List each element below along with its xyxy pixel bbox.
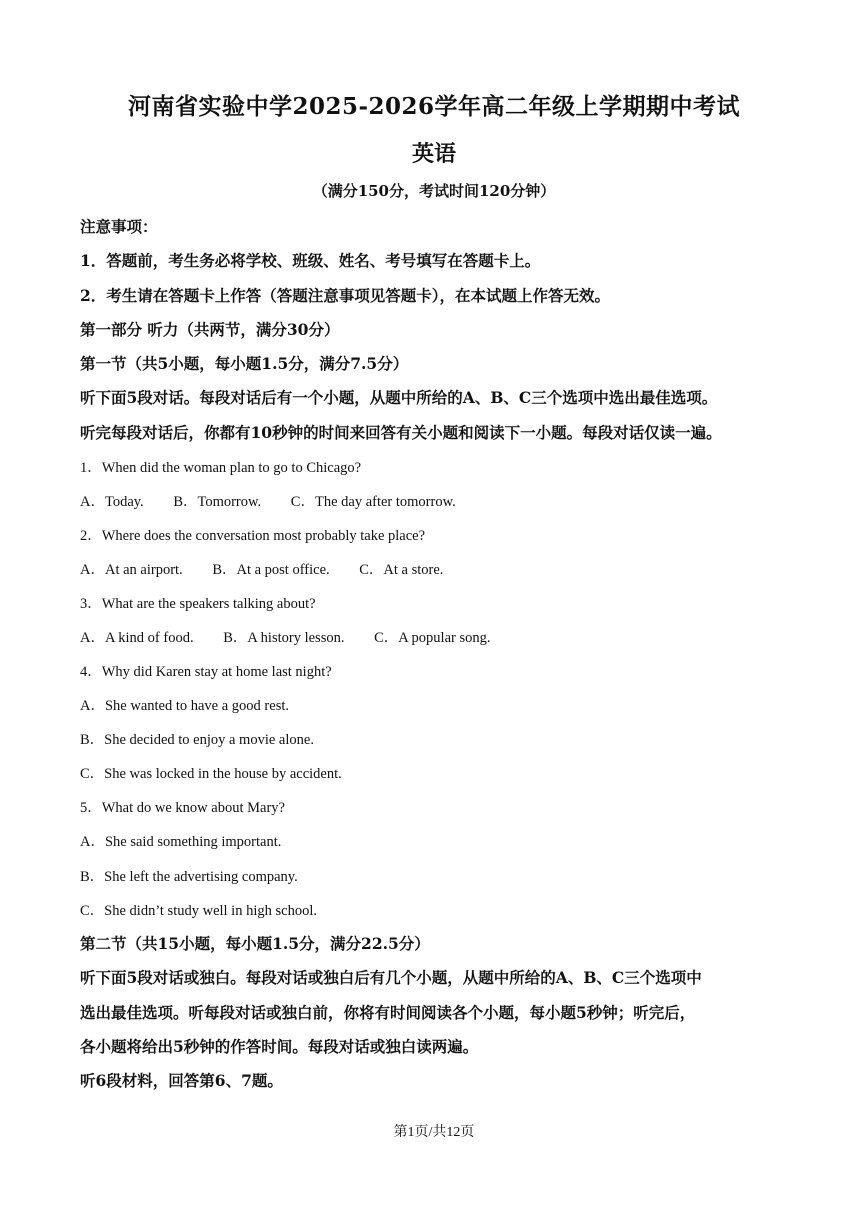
section2-instruction-1: 听下面5段对话或独白。每段对话或独白后有几个小题，从题中所给的A、B、C三个选项中 — [80, 968, 702, 987]
notice-item-1: 1．答题前，考生务必将学校、班级、姓名、考号填写在答题卡上。 — [80, 251, 541, 270]
question-2-option-a: A．At an airport. — [80, 562, 183, 578]
question-2-option-b: B．At a post office. — [212, 562, 330, 578]
question-5-option-c: C．She didn’t study well in high school. — [80, 903, 317, 919]
question-3-option-b: B．A history lesson. — [223, 630, 345, 646]
question-1-option-a: A．Today. — [80, 494, 144, 510]
section1-instruction-1: 听下面5段对话。每段对话后有一个小题，从题中所给的A、B、C三个选项中选出最佳选项。 — [80, 388, 718, 407]
page-number: 第1页/共12页 — [393, 1125, 475, 1140]
subject-title: 英语 — [411, 141, 456, 167]
question-2-stem: 2．Where does the conversation most probably take place? — [80, 528, 426, 544]
question-3-options — [80, 626, 800, 647]
question-4-stem: 4．Why did Karen stay at home last night? — [80, 664, 332, 680]
question-3-stem: 3．What are the speakers talking about? — [80, 596, 316, 612]
exam-title: 河南省实验中学2025-2026学年高二年级上学期期中考试 — [127, 93, 741, 120]
question-1-stem: 1．When did the woman plan to go to Chicago? — [80, 460, 362, 476]
notice-heading: 注意事项： — [80, 217, 158, 236]
question-1-option-c: C．The day after tomorrow. — [290, 494, 456, 510]
section2-instruction-3: 各小题将给出5秒钟的作答时间。每段对话或独白读两遍。 — [80, 1037, 479, 1056]
section1-instruction-2: 听完每段对话后，你都有10秒钟的时间来回答有关小题和阅读下一小题。每段对话仅读一遍。 — [80, 423, 722, 442]
section2-instruction-2: 选出最佳选项。听每段对话或独白前，你将有时间阅读各个小题，每小题5秒钟；听完后， — [80, 1003, 696, 1022]
material-6-heading: 听6段材料，回答第6、7题。 — [80, 1071, 283, 1090]
section2-heading: 第二节（共15小题，每小题1.5分，满分22.5分） — [80, 934, 430, 953]
notice-item-2: 2．考生请在答题卡上作答（答题注意事项见答题卡），在本试题上作答无效。 — [80, 286, 611, 305]
section1-heading: 第一节（共5小题，每小题1.5分，满分7.5分） — [80, 354, 409, 373]
question-4-option-b: B．She decided to enjoy a movie alone. — [80, 732, 314, 748]
question-5-stem: 5．What do we know about Mary? — [80, 800, 285, 816]
question-2-options — [80, 558, 800, 579]
question-3-option-a: A．A kind of food. — [80, 630, 194, 646]
score-info: （满分150分，考试时间120分钟） — [312, 182, 556, 200]
question-5-option-b: B．She left the advertising company. — [80, 869, 298, 885]
question-3-option-c: C．A popular song. — [374, 630, 491, 646]
question-4-option-c: C．She was locked in the house by accident. — [80, 766, 342, 782]
question-2-option-c: C．At a store. — [359, 562, 444, 578]
question-5-option-a: A．She said something important. — [80, 834, 282, 850]
question-1-option-b: B．Tomorrow. — [173, 494, 262, 510]
part1-heading: 第一部分 听力（共两节，满分30分） — [80, 320, 340, 339]
question-1-options — [80, 490, 800, 511]
question-4-option-a: A．She wanted to have a good rest. — [80, 698, 289, 714]
